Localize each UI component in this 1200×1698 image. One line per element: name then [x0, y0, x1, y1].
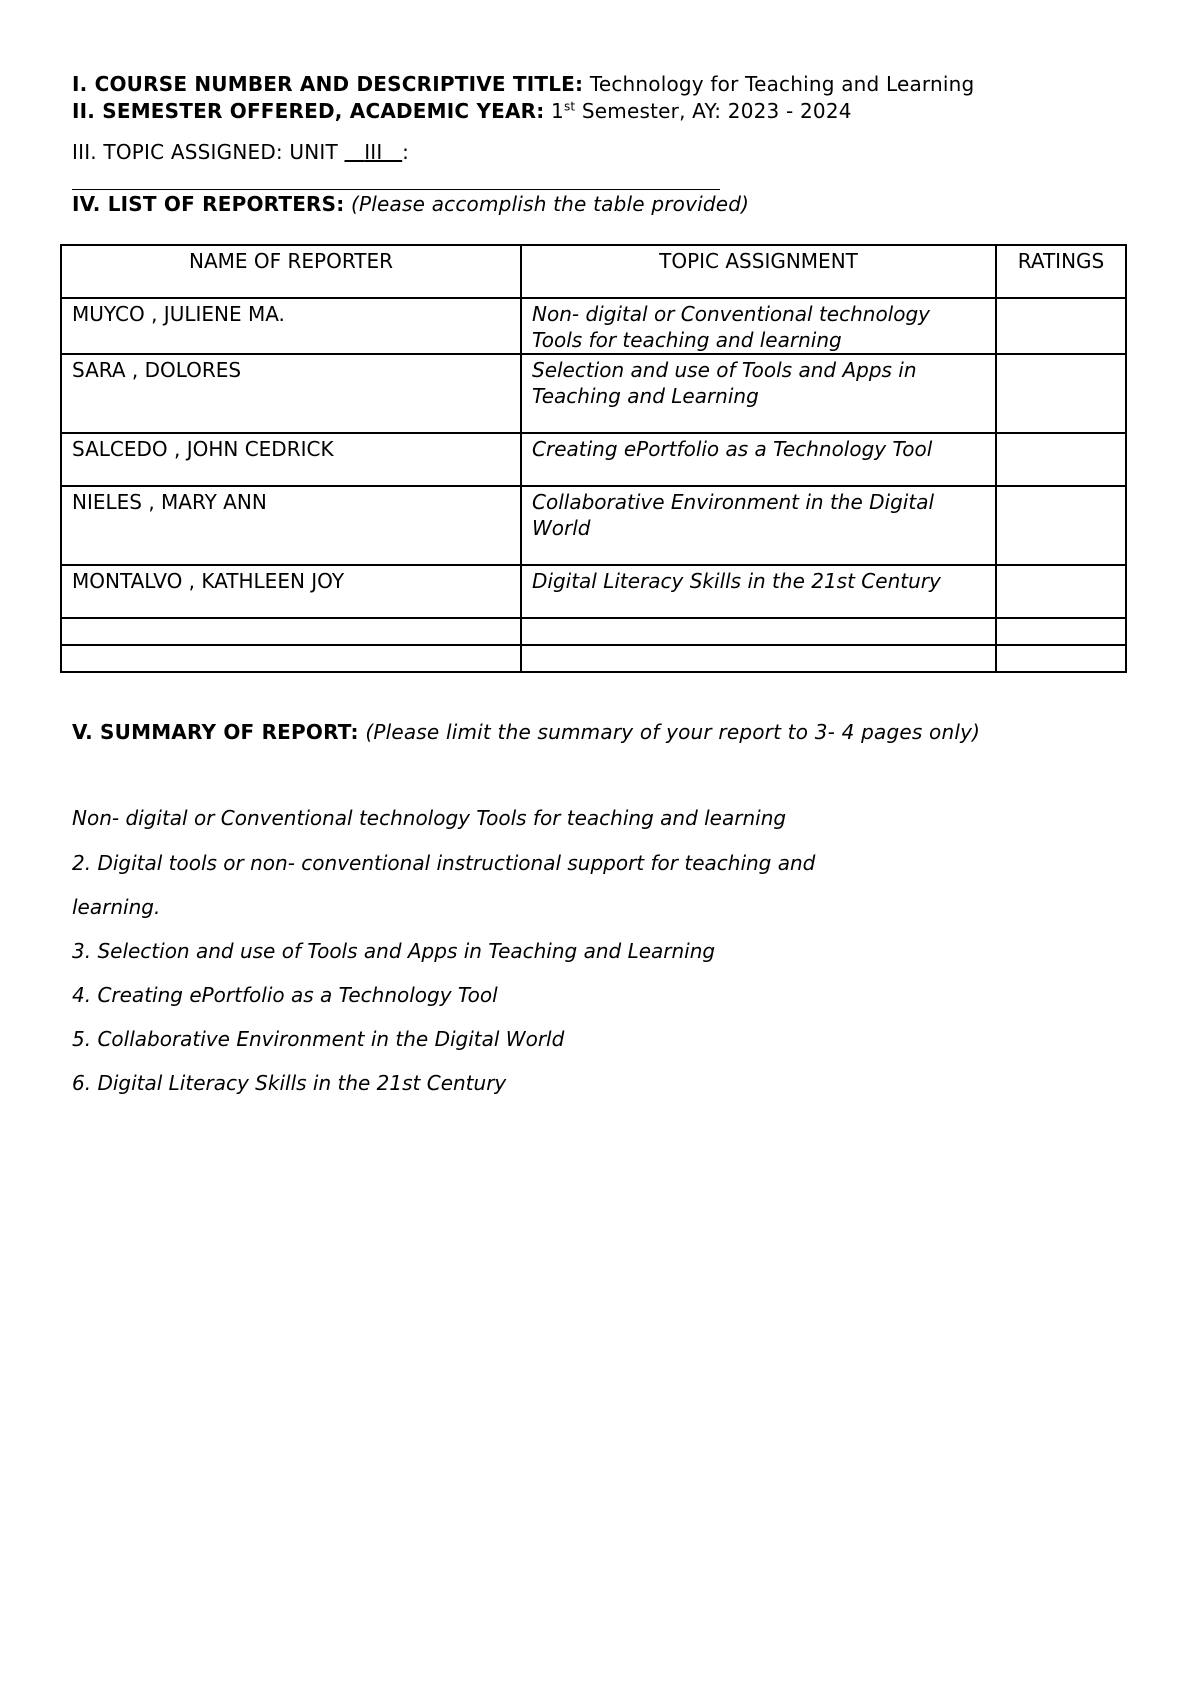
summary-item: Non- digital or Conventional technology Tools for teaching and learning [72, 806, 787, 830]
reporter-rating [996, 565, 1126, 618]
semester-label: II. SEMESTER OFFERED, ACADEMIC YEAR: [72, 99, 545, 123]
course-label: I. COURSE NUMBER AND DESCRIPTIVE TITLE: [72, 72, 584, 96]
table-header-row [61, 245, 1126, 298]
summary-item: 5. Collaborative Environment in the Digital World [72, 1027, 565, 1051]
semester-value: Semester, AY: 2023 - 2024 [581, 99, 852, 123]
reporter-topic: Selection and use of Tools and Apps in Teaching and Learning [521, 354, 996, 433]
reporter-topic: Digital Literacy Skills in the 21st Century [521, 565, 996, 618]
semester-line [72, 99, 852, 123]
table-row [61, 298, 1126, 354]
table-row [61, 565, 1126, 618]
table-row [61, 354, 1126, 433]
semester-ordinal: st [563, 99, 576, 114]
reporters-label: IV. LIST OF REPORTERS: [72, 192, 345, 216]
header-topic: TOPIC ASSIGNMENT [521, 245, 996, 298]
summary-item: 2. Digital tools or non- conventional instructional support for teaching and [72, 851, 816, 875]
summary-note: (Please limit the summary of your report to 3- 4 pages only) [365, 720, 981, 744]
summary-item: 3. Selection and use of Tools and Apps in Teaching and Learning [72, 939, 716, 963]
topic-colon: : [402, 140, 410, 164]
topic-unit [345, 140, 403, 164]
reporter-name: MONTALVO , KATHLEEN JOY [61, 565, 521, 618]
reporter-topic: Creating ePortfolio as a Technology Tool [521, 433, 996, 486]
reporter-topic: Non- digital or Conventional technology Tools for teaching and learning [521, 298, 996, 354]
reporters-line [72, 192, 749, 216]
reporter-rating [996, 618, 1126, 645]
reporter-name [61, 618, 521, 645]
reporter-name: MUYCO , JULIENE MA. [61, 298, 521, 354]
reporter-name: SARA , DOLORES [61, 354, 521, 433]
reporter-rating [996, 298, 1126, 354]
semester-number: 1 [551, 99, 564, 123]
topic-label: III. TOPIC ASSIGNED: UNIT [72, 140, 338, 164]
summary-label: V. SUMMARY OF REPORT: [72, 720, 359, 744]
reporter-topic [521, 618, 996, 645]
reporters-note: (Please accomplish the table provided) [351, 192, 750, 216]
header-ratings: RATINGS [996, 245, 1126, 298]
reporter-rating [996, 354, 1126, 433]
topic-underline [72, 189, 720, 190]
course-line [72, 72, 974, 96]
reporter-rating [996, 486, 1126, 565]
table-row [61, 645, 1126, 672]
reporter-name [61, 645, 521, 672]
reporter-rating [996, 645, 1126, 672]
topic-line [72, 140, 409, 164]
table-row [61, 618, 1126, 645]
reporter-topic [521, 645, 996, 672]
reporter-name: SALCEDO , JOHN CEDRICK [61, 433, 521, 486]
topic-unit-value: III [364, 140, 383, 164]
reporter-topic: Collaborative Environment in the Digital World [521, 486, 996, 565]
summary-item: 4. Creating ePortfolio as a Technology Tool [72, 983, 498, 1007]
table-row [61, 486, 1126, 565]
table-row [61, 433, 1126, 486]
summary-line [72, 720, 980, 744]
course-title: Technology for Teaching and Learning [589, 72, 975, 96]
summary-item: 6. Digital Literacy Skills in the 21st Century [72, 1071, 507, 1095]
summary-item: learning. [72, 895, 161, 919]
header-name: NAME OF REPORTER [61, 245, 521, 298]
reporter-rating [996, 433, 1126, 486]
reporter-name: NIELES , MARY ANN [61, 486, 521, 565]
reporters-table [60, 244, 1127, 673]
